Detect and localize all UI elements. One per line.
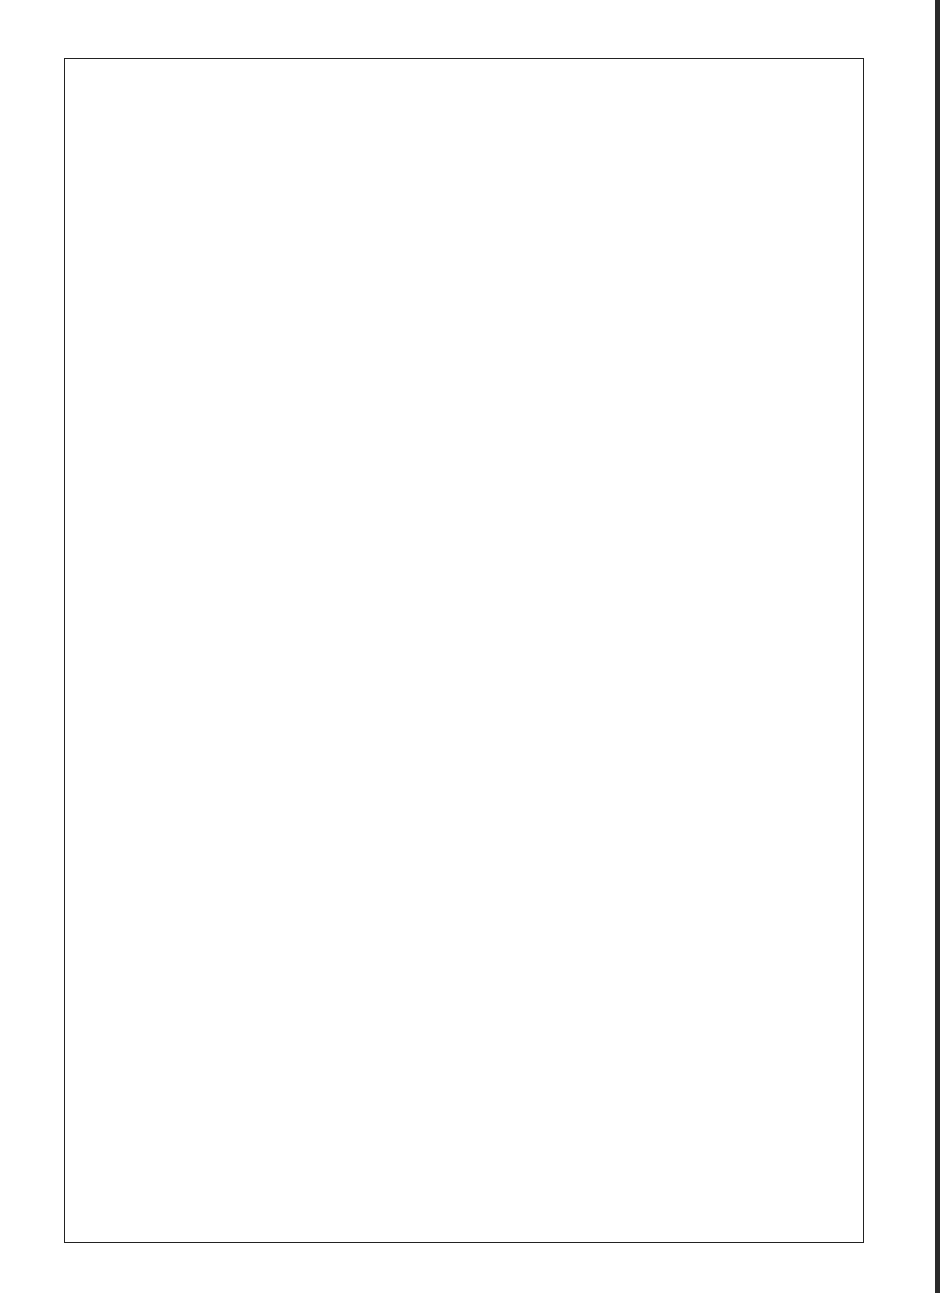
notice-content [72,58,834,1238]
scan-edge [935,0,940,1293]
decorative-border-left [44,38,64,1263]
decorative-border-right [864,38,884,1263]
decorative-border-top [44,38,884,58]
decorative-border-bottom [44,1243,884,1263]
